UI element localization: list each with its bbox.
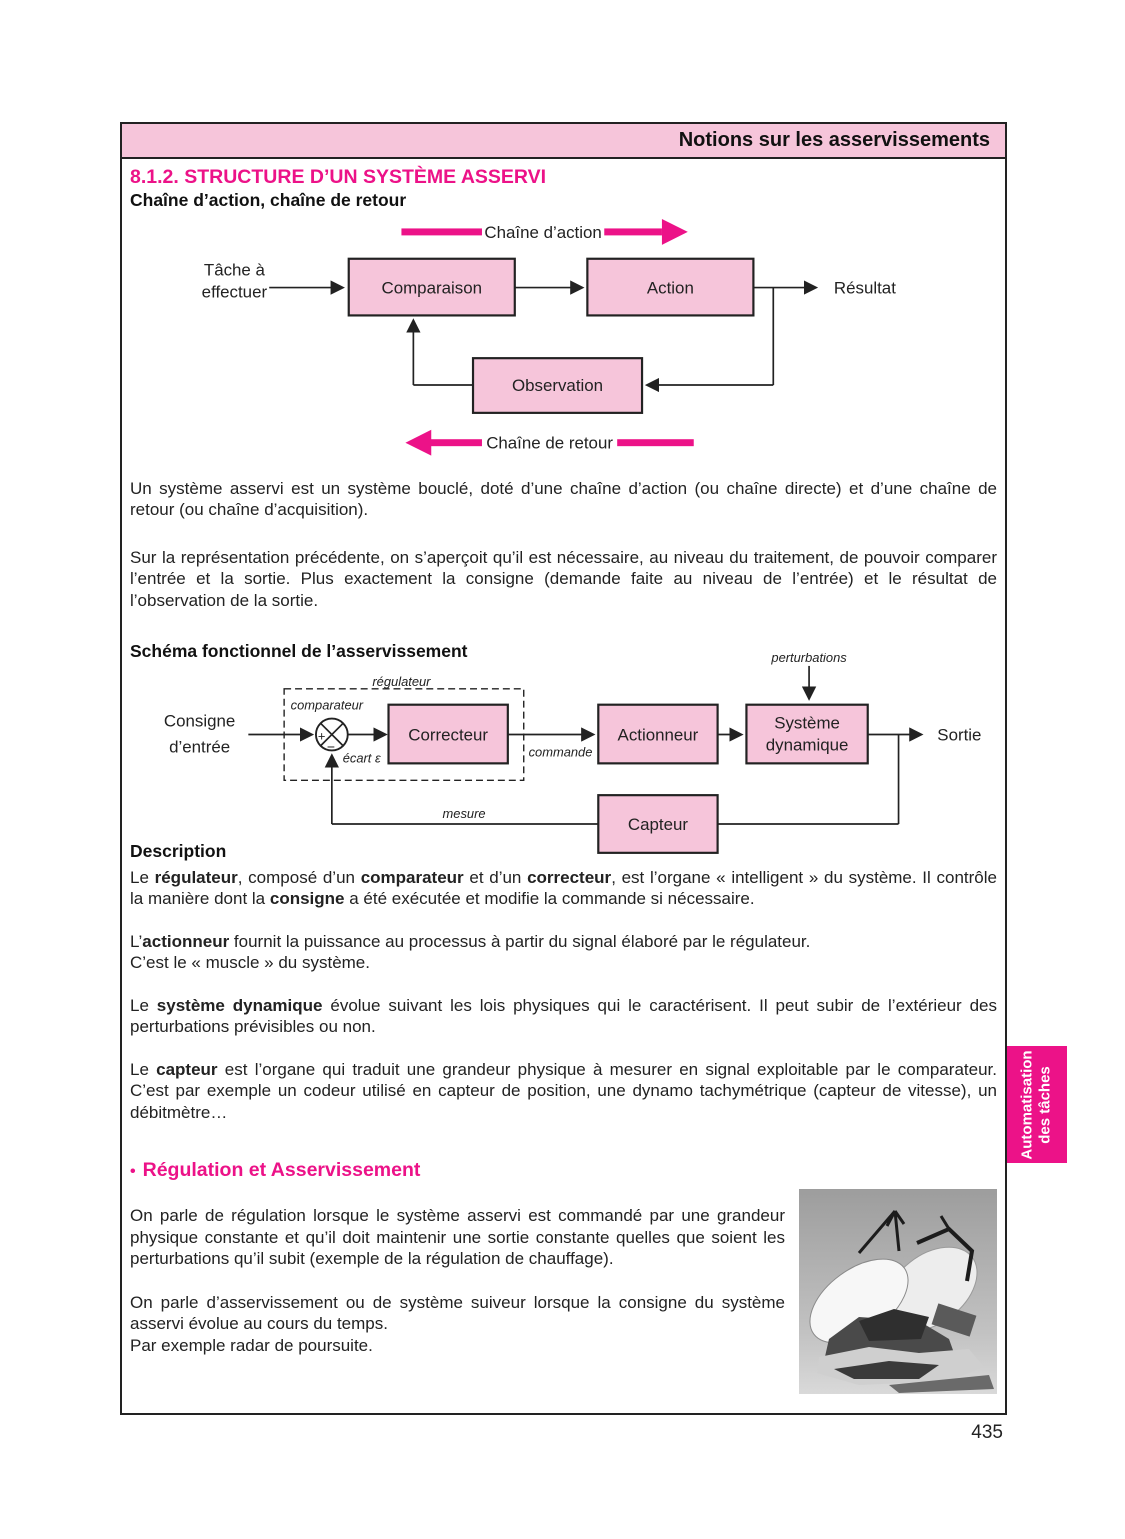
functional-schema-diagram (130, 653, 997, 857)
action-chain-arrow-shaft (604, 228, 662, 235)
bullet-icon: • (130, 1163, 136, 1181)
box-observation-label: Observation (511, 375, 604, 395)
input-label-line1: Tâche à (203, 260, 265, 280)
regulation-heading (130, 1159, 997, 1183)
summing-plus-sign: + (317, 728, 326, 744)
comparateur-label: comparateur (290, 697, 364, 713)
box-correcteur-label: Correcteur (408, 725, 489, 745)
action-return-chain-diagram (130, 216, 997, 465)
box-actionneur-label: Actionneur (617, 725, 699, 745)
return-chain-bar (617, 439, 694, 446)
paragraph-radar-exemple: Par exemple radar de poursuite. (130, 1335, 373, 1355)
box-action-label: Action (646, 278, 694, 298)
return-chain-arrow-head (405, 430, 431, 456)
ecart-label: écart ε (342, 750, 381, 766)
commande-label: commande (528, 744, 593, 760)
paragraph-asservissement: On parle d’asservissement ou de système suiveur lorsque la consigne du système asservi évolue au cours du temps. (130, 1292, 785, 1334)
perturbations-label: perturbations (771, 653, 847, 666)
regulation-heading-label: Régulation et Asservissement (142, 1159, 421, 1182)
section-title: 8.1.2. STRUCTURE D’UN SYSTÈME ASSERVI (130, 166, 547, 188)
return-chain-arrow-shaft (430, 439, 482, 446)
header-title: Notions sur les asservissements (678, 129, 990, 151)
box-systeme-label-line2: dynamique (765, 735, 849, 755)
chapter-side-tab-text (1019, 1050, 1055, 1159)
regulateur-label: régulateur (372, 673, 431, 689)
section-subtitle: Chaîne d’action, chaîne de retour (130, 190, 407, 210)
radar-photo (799, 1189, 997, 1394)
page-number: 435 (971, 1422, 1003, 1443)
side-tab-line2: des tâches (1037, 1065, 1055, 1144)
header-banner (122, 124, 1005, 159)
page-content (122, 166, 1005, 1394)
paragraph-representation: Sur la représentation précédente, on s’aperçoit qu’il est nécessaire, au niveau du traitement, de pouvoir comparer l’entrée et la sortie. Plus exactement la consigne (demande faite au niveau de l’entrée) et le résultat de l’observation de la sortie. (130, 547, 997, 610)
summing-minus-sign: − (326, 738, 336, 755)
box-systeme-label-line1: Système (774, 713, 840, 733)
paragraph-capteur: Le capteur est l’organe qui traduit une grandeur physique à mesurer en signal exploitable par le comparateur. C’est par exemple un codeur utilisé en capteur de position, une dynamo tachymétrique (capteur de vitesse), un débitmètre… (130, 1059, 997, 1122)
paragraph-system-boucle: Un système asservi est un système bouclé, doté d’une chaîne d’action (ou chaîne directe) et d’une chaîne de retour (ou chaîne d’acquisition). (130, 478, 997, 520)
paragraph-regulateur: Le régulateur, composé d’un comparateur et d’un correcteur, est l’organe « intelligent » du système. Il contrôle la manière dont la consigne a été exécutée et modifie la commande si nécessaire. (130, 867, 997, 909)
consigne-label-line1: Consigne (163, 711, 236, 731)
paragraph-actionneur-line2: C’est le « muscle » du système. (130, 953, 370, 973)
sortie-label: Sortie (937, 725, 982, 745)
return-chain-label: Chaîne de retour (486, 433, 613, 453)
paragraph-actionneur: L’actionneur fournit la puissance au processus à partir du signal élaboré par le régulateur. (130, 931, 811, 951)
description-heading: Description (130, 840, 227, 861)
action-chain-label: Chaîne d’action (484, 222, 602, 242)
action-chain-bar (401, 228, 482, 235)
mesure-label: mesure (442, 806, 486, 822)
consigne-label-line2: d’entrée (169, 737, 231, 757)
functional-schema-heading: Schéma fonctionnel de l’asservissement (130, 641, 468, 662)
input-label-line2: effectuer (201, 282, 268, 302)
action-chain-arrow-head (662, 219, 688, 245)
page-frame (120, 122, 1007, 1415)
paragraph-regulation: On parle de régulation lorsque le système asservi est commandé par une grandeur physique constante et qu’il doit maintenir une sortie constante quelles que soient les perturbations qu’il subit (exemple de la régulation de chauffage). (130, 1206, 785, 1269)
side-tab-line1: Automatisation (1019, 1049, 1037, 1160)
paragraph-systeme-dynamique: Le système dynamique évolue suivant les lois physiques qui le caractérisent. Il peut subir de l’extérieur des perturbations prévisibles ou non. (130, 995, 998, 1037)
chapter-side-tab (1007, 1046, 1067, 1163)
box-capteur-label: Capteur (627, 815, 688, 835)
output-label: Résultat (833, 278, 896, 298)
box-comparaison-label: Comparaison (381, 278, 482, 298)
